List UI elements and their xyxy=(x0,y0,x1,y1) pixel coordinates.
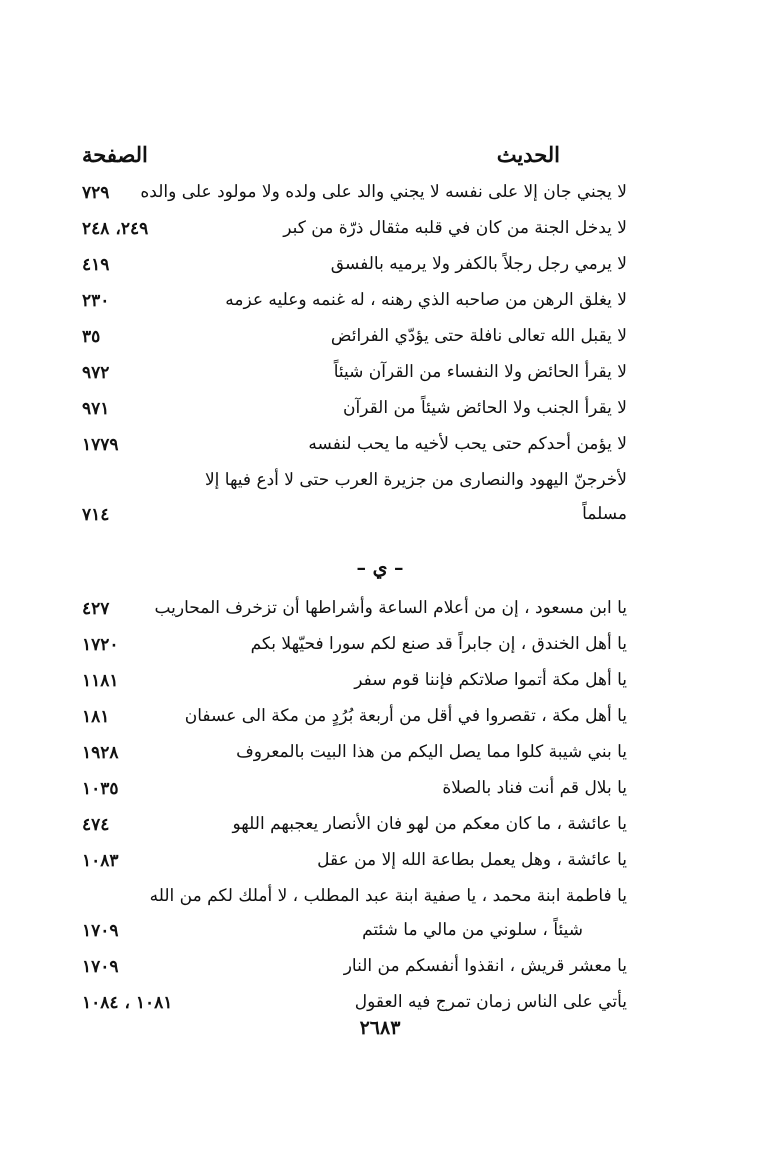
page-number: ٤١٩ xyxy=(82,255,110,275)
hadith-text: يا بلال قم أنت فناد بالصلاة xyxy=(442,778,627,798)
list-item-continuation xyxy=(70,916,645,952)
hadith-list-lam xyxy=(70,178,645,536)
page-number: ١١٨١ xyxy=(82,671,119,691)
list-item xyxy=(70,846,645,882)
page-number: ١٧٢٠ xyxy=(82,635,119,655)
column-header xyxy=(70,142,645,172)
list-item-multiline xyxy=(70,466,645,500)
folio-number: ٢٦٨٣ xyxy=(359,1017,401,1039)
hadith-text: يا بني شيبة كلوا مما يصل اليكم من هذا البيت بالمعروف xyxy=(236,742,627,762)
hadith-text: لا يقرأ الحائض ولا النفساء من القرآن شيئاً xyxy=(333,362,627,382)
page-number: ٤٢٧ xyxy=(82,599,110,619)
list-item xyxy=(70,178,645,214)
hadith-text: يا عائشة ، وهل يعمل بطاعة الله إلا من عقل xyxy=(317,850,627,870)
page-column-heading: الصفحة xyxy=(82,142,148,167)
page-number: ١٧٠٩ xyxy=(82,921,119,941)
hadith-text: لا يقبل الله تعالى نافلة حتى يؤدّي الفرائض xyxy=(330,326,627,346)
hadith-text: لا يرمي رجل رجلاً بالكفر ولا يرميه بالفسق xyxy=(330,254,627,274)
list-item xyxy=(70,666,645,702)
list-item xyxy=(70,738,645,774)
list-item xyxy=(70,702,645,738)
page-number: ١٩٢٨ xyxy=(82,743,119,763)
hadith-text: لا يقرأ الجنب ولا الحائض شيئاً من القرآن xyxy=(343,398,627,418)
hadith-text: لا يجني جان إلا على نفسه لا يجني والد على ولده ولا مولود على والده xyxy=(140,182,627,202)
page-number: ١٠٣٥ xyxy=(82,779,119,799)
page-number: ٤٧٤ xyxy=(82,815,110,835)
list-item xyxy=(70,594,645,630)
hadith-column-heading: الحديث xyxy=(496,142,560,167)
hadith-text-line2: شيئاً ، سلوني من مالي ما شئتم xyxy=(362,920,583,940)
hadith-list-ya xyxy=(70,594,645,1024)
list-item xyxy=(70,358,645,394)
list-item-continuation xyxy=(70,500,645,536)
list-item xyxy=(70,430,645,466)
list-item xyxy=(70,952,645,988)
list-item xyxy=(70,630,645,666)
list-item xyxy=(70,250,645,286)
page-number: ٢٤٩، ٢٤٨ xyxy=(82,219,149,239)
list-item xyxy=(70,322,645,358)
list-item-multiline xyxy=(70,882,645,916)
page-number: ١٠٨٣ xyxy=(82,851,119,871)
page-number: ١٨١ xyxy=(82,707,110,727)
page-number: ٧٢٩ xyxy=(82,183,110,203)
list-item xyxy=(70,286,645,322)
hadith-text: لا يؤمن أحدكم حتى يحب لأخيه ما يحب لنفسه xyxy=(308,434,627,454)
hadith-text: لا يغلق الرهن من صاحبه الذي رهنه ، له غنمه وعليه عزمه xyxy=(225,290,627,310)
page-number: ١٠٨١ ، ١٠٨٤ xyxy=(82,993,173,1013)
list-item xyxy=(70,214,645,250)
page-number: ١٧٧٩ xyxy=(82,435,119,455)
list-item xyxy=(70,774,645,810)
hadith-text: يا معشر قريش ، انقذوا أنفسكم من النار xyxy=(343,956,627,976)
hadith-text: يا أهل مكة أتموا صلاتكم فإننا قوم سفر xyxy=(354,670,627,690)
page-number: ٩٧١ xyxy=(82,399,110,419)
list-item xyxy=(70,810,645,846)
page-number: ١٧٠٩ xyxy=(82,957,119,977)
hadith-text: لا يدخل الجنة من كان في قلبه مثقال ذرّة من كبر xyxy=(283,218,627,238)
hadith-text: يأتي على الناس زمان تمرج فيه العقول xyxy=(354,992,627,1012)
page-number: ٢٣٠ xyxy=(82,291,110,311)
hadith-text-line2: مسلماً xyxy=(582,504,627,524)
hadith-text: يا ابن مسعود ، إن من أعلام الساعة وأشراطها أن تزخرف المحاريب xyxy=(154,598,627,618)
hadith-text-line1: لأخرجنّ اليهود والنصارى من جزيرة العرب حتى لا أدع فيها إلا xyxy=(204,470,627,490)
page-number: ٩٧٢ xyxy=(82,363,110,383)
hadith-text-line1: يا فاطمة ابنة محمد ، يا صفية ابنة عبد المطلب ، لا أملك لكم من الله xyxy=(149,886,627,906)
section-letter-heading: – ي – xyxy=(356,557,404,579)
page-number: ٧١٤ xyxy=(82,505,110,525)
hadith-text: يا أهل مكة ، تقصروا في أقل من أربعة بُرُدٍ من مكة الى عسفان xyxy=(184,706,627,726)
page-number: ٣٥ xyxy=(82,327,101,347)
list-item xyxy=(70,394,645,430)
hadith-text: يا عائشة ، ما كان معكم من لهو فان الأنصار يعجبهم اللهو xyxy=(232,814,627,834)
hadith-text: يا أهل الخندق ، إن جابراً قد صنع لكم سورا فحيّهلا بكم xyxy=(250,634,627,654)
